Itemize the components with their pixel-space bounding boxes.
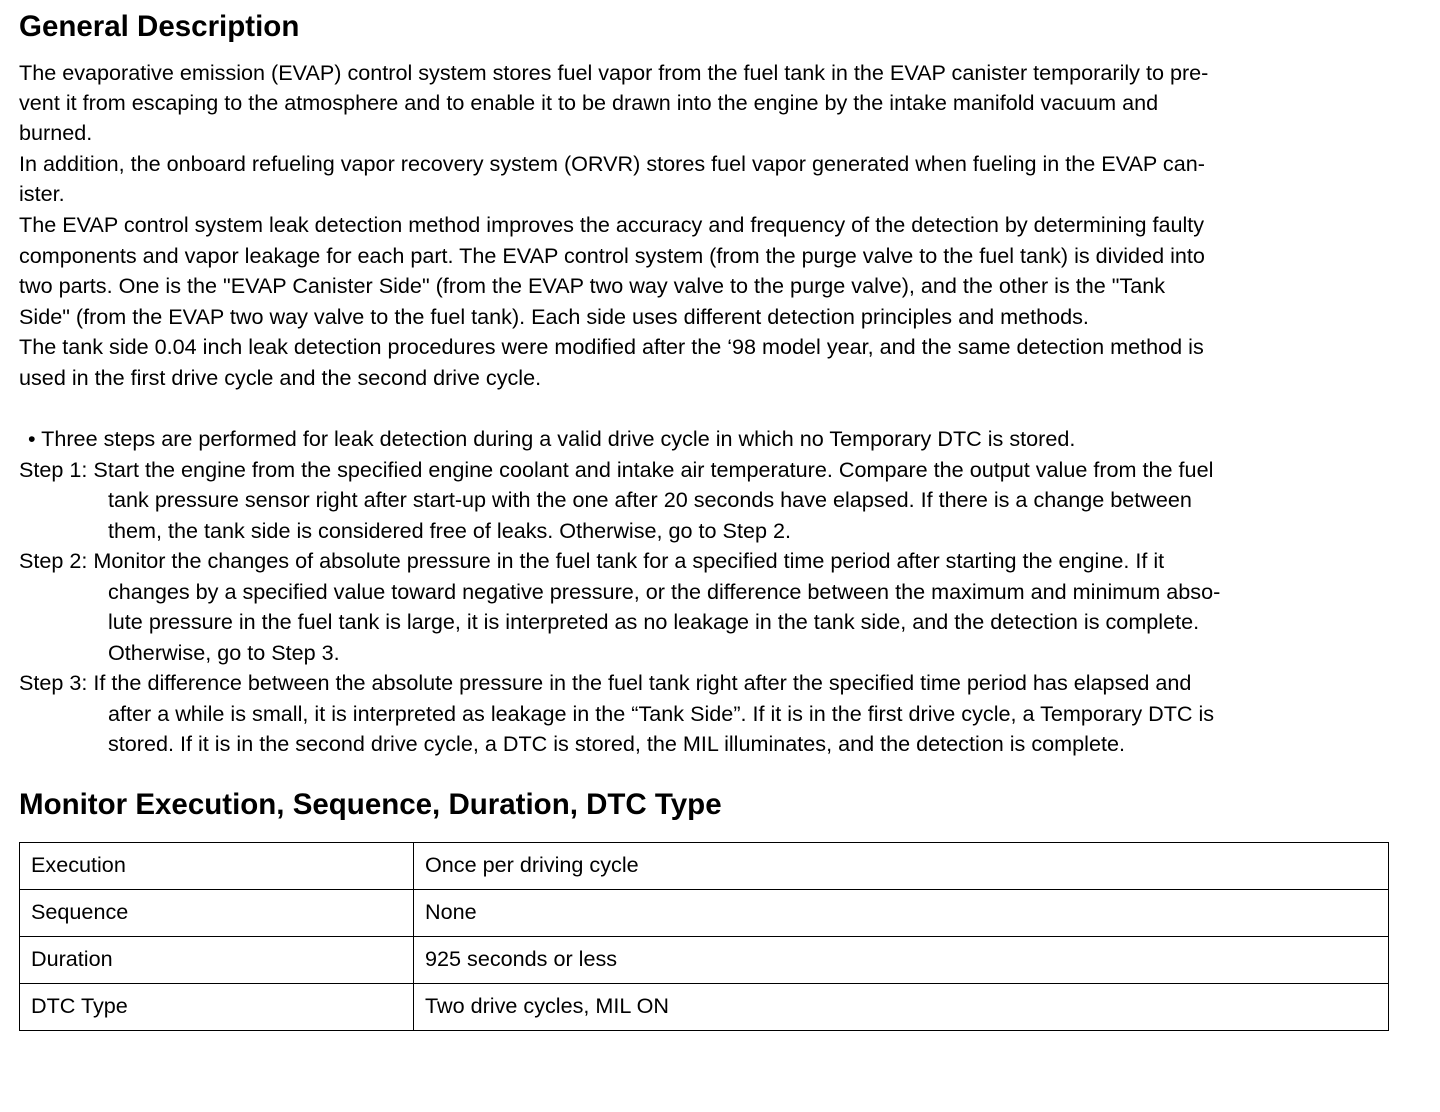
paragraph-line: components and vapor leakage for each part. The EVAP control system (from the purge valve to the fuel tank) is divided into [19, 243, 1205, 268]
step-2-line: Step 2: Monitor the changes of absolute pressure in the fuel tank for a specified time period after starting the engine. If it [19, 548, 1165, 573]
table-cell-value: None [414, 890, 1389, 937]
table-cell-value: Two drive cycles, MIL ON [414, 984, 1389, 1031]
paragraph-line: In addition, the onboard refueling vapor recovery system (ORVR) stores fuel vapor generated when fueling in the EVAP can- [19, 151, 1205, 176]
paragraph-line: ister. [19, 181, 65, 206]
step-2-continuation: lute pressure in the fuel tank is large, it is interpreted as no leakage in the tank side, and the detection is complete. [108, 609, 1200, 634]
paragraph-line: Side" (from the EVAP two way valve to the fuel tank). Each side uses different detection principles and methods. [19, 304, 1089, 329]
step-3-continuation: stored. If it is in the second drive cycle, a DTC is stored, the MIL illuminates, and the detection is complete. [108, 731, 1125, 756]
paragraph-line: The EVAP control system leak detection method improves the accuracy and frequency of the detection by determining faulty [19, 212, 1205, 237]
table-cell-label: DTC Type [20, 984, 414, 1031]
paragraph-line: vent it from escaping to the atmosphere and to enable it to be drawn into the engine by the intake manifold vacuum and [19, 90, 1159, 115]
table-row [20, 984, 1389, 1031]
paragraph-line: The tank side 0.04 inch leak detection procedures were modified after the ‘98 model year, and the same detection method is [19, 334, 1204, 359]
table-cell-label: Sequence [20, 890, 414, 937]
step-1-line: Step 1: Start the engine from the specified engine coolant and intake air temperature. Compare the output value from the fuel [19, 457, 1214, 482]
step-2-continuation: Otherwise, go to Step 3. [108, 640, 340, 665]
table-cell-label: Execution [20, 843, 414, 890]
table-row [20, 890, 1389, 937]
paragraph-line: burned. [19, 120, 93, 145]
step-1-continuation: them, the tank side is considered free of leaks. Otherwise, go to Step 2. [108, 518, 791, 543]
bullet-item: • Three steps are performed for leak detection during a valid drive cycle in which no Temporary DTC is stored. [28, 426, 1076, 451]
table-row [20, 843, 1389, 890]
step-3-line: Step 3: If the difference between the absolute pressure in the fuel tank right after the specified time period has elapsed and [19, 670, 1192, 695]
paragraph-line: two parts. One is the "EVAP Canister Side" (from the EVAP two way valve to the purge valve), and the other is the "Tank [19, 273, 1166, 298]
section-heading-monitor-execution: Monitor Execution, Sequence, Duration, DTC Type [19, 788, 722, 821]
table-row [20, 937, 1389, 984]
section-heading-general-description: General Description [19, 10, 300, 43]
monitor-table [19, 842, 1389, 1031]
table-cell-value: 925 seconds or less [414, 937, 1389, 984]
table-cell-label: Duration [20, 937, 414, 984]
step-3-continuation: after a while is small, it is interpreted as leakage in the “Tank Side”. If it is in the first drive cycle, a Temporary DTC is [108, 701, 1215, 726]
table-cell-value: Once per driving cycle [414, 843, 1389, 890]
paragraph-line: used in the first drive cycle and the second drive cycle. [19, 365, 542, 390]
step-2-continuation: changes by a specified value toward negative pressure, or the difference between the maximum and minimum abso- [108, 579, 1221, 604]
step-1-continuation: tank pressure sensor right after start-up with the one after 20 seconds have elapsed. If there is a change between [108, 487, 1192, 512]
paragraph-line: The evaporative emission (EVAP) control system stores fuel vapor from the fuel tank in the EVAP canister temporarily to pre- [19, 60, 1209, 85]
